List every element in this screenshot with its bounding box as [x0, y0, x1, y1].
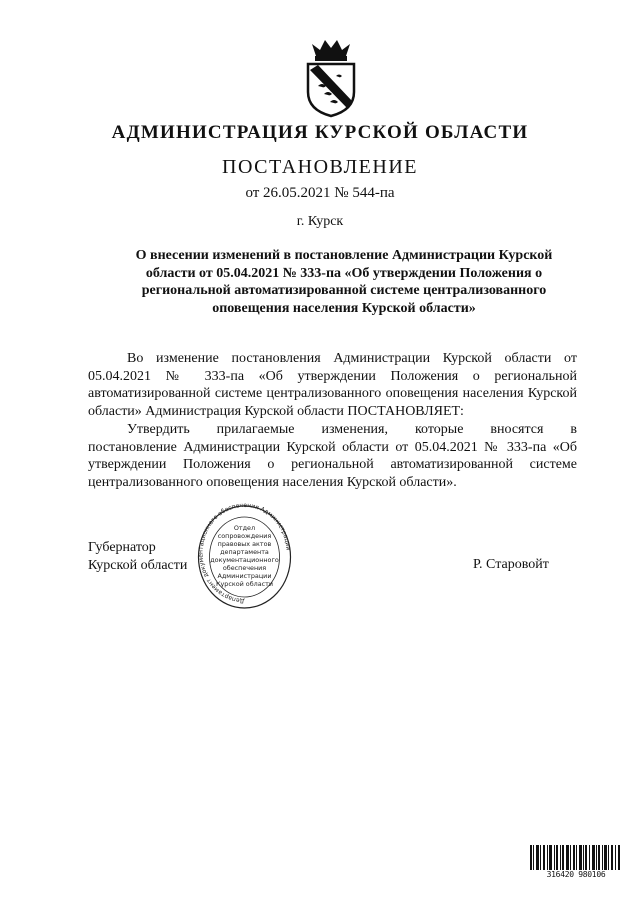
- svg-text:сопровождения: сопровождения: [217, 532, 272, 540]
- document-date-number: от 26.05.2021 № 544-па: [245, 185, 395, 201]
- body-paragraph-2: [88, 421, 577, 491]
- coat-of-arms-icon: [300, 36, 362, 120]
- signatory-name: Р. Старовойт: [473, 557, 549, 572]
- document-type: ПОСТАНОВЛЕНИЕ: [222, 156, 418, 178]
- document-city: г. Курск: [296, 214, 344, 229]
- paragraph-2-rest: постановление Администрации Курской области от 05.04.2021 № 333-па «Об утверждении Положения о региональной автоматизированной системе централизованного оповещения населения Курской области».: [88, 439, 577, 490]
- barcode-number: 316420 980106: [528, 870, 624, 879]
- svg-text:Администрации: Администрации: [217, 572, 272, 580]
- svg-text:документационного: документационного: [210, 556, 279, 564]
- title-line: области от 05.04.2021 № 333-па «Об утверждении Положения о: [145, 265, 543, 281]
- barcode-icon: [530, 845, 622, 885]
- document-title: [112, 247, 576, 317]
- svg-text:обеспечения: обеспечения: [222, 564, 267, 572]
- signatory-position: [88, 539, 187, 574]
- position-line: Курской области: [88, 557, 188, 573]
- svg-text:Департамент документационного: Департамент документационного обеспечения Администрации: [197, 503, 292, 605]
- svg-text:правовых актов: правовых актов: [217, 540, 272, 548]
- position-line: Губернатор: [88, 540, 156, 555]
- organization-title: АДМИНИСТРАЦИЯ КУРСКОЙ ОБЛАСТИ: [111, 122, 529, 143]
- svg-text:департамента: департамента: [220, 548, 269, 556]
- official-stamp: [196, 503, 293, 611]
- body-paragraph-1: Во изменение постановления Администрации Курской области от 05.04.2021 № 333-па «Об утверждении Положения о региональной автоматизированной системе централизованного оповещения населения Курской области» Администрация Курской области ПОСТАНОВЛЯЕТ:: [88, 351, 577, 419]
- svg-text:Отдел: Отдел: [233, 524, 256, 532]
- title-line: О внесении изменений в постановление Администрации Курской: [135, 248, 553, 263]
- title-line: оповещения населения Курской области»: [212, 300, 476, 316]
- svg-text:Курской области: Курской области: [215, 580, 274, 588]
- paragraph-2-first-line: Утвердить прилагаемые изменения, которые вносятся в: [127, 422, 577, 437]
- title-line: региональной автоматизированной системе централизованного: [141, 283, 547, 298]
